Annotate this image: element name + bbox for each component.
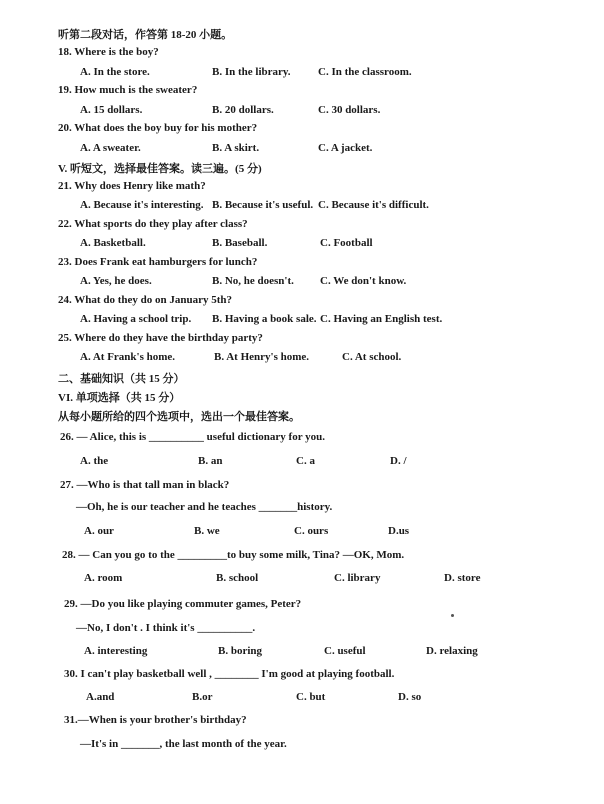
q27-option-d: D.us bbox=[388, 525, 410, 537]
q26-stem: 26. — Alice, this is __________ useful dictionary for you. bbox=[60, 431, 326, 443]
q30-stem: 30. I can't play basketball well , ________ I'm good at playing football. bbox=[64, 668, 395, 680]
q28-option-b: B. school bbox=[216, 572, 259, 584]
stray-mark bbox=[451, 614, 454, 617]
q24-stem: 24. What do they do on January 5th? bbox=[58, 294, 232, 306]
q27-option-c: C. ours bbox=[294, 525, 329, 537]
q28-option-c: C. library bbox=[334, 572, 381, 584]
q23-option-b: B. No, he doesn't. bbox=[212, 275, 294, 287]
q23-option-a: A. Yes, he does. bbox=[80, 275, 152, 287]
q22-stem: 22. What sports do they play after class? bbox=[58, 218, 248, 230]
section-vi-header: VI. 单项选择（共 15 分） bbox=[58, 392, 181, 404]
q31-stem: 31.—When is your brother's birthday? bbox=[64, 714, 247, 726]
q25-option-a: A. At Frank's home. bbox=[80, 351, 176, 363]
q24-option-a: A. Having a school trip. bbox=[80, 313, 192, 325]
q23-option-c: C. We don't know. bbox=[320, 275, 407, 287]
q31-stem-2: —It's in _______, the last month of the year. bbox=[80, 738, 287, 750]
q19-option-a: A. 15 dollars. bbox=[80, 104, 143, 116]
q25-option-b: B. At Henry's home. bbox=[214, 351, 310, 363]
q20-option-b: B. A skirt. bbox=[212, 142, 260, 154]
q27-option-a: A. our bbox=[84, 525, 114, 537]
q21-option-c: C. Because it's difficult. bbox=[318, 199, 429, 211]
q29-option-a: A. interesting bbox=[84, 645, 148, 657]
q30-option-b: B.or bbox=[192, 691, 213, 703]
q21-stem: 21. Why does Henry like math? bbox=[58, 180, 206, 192]
q22-option-c: C. Football bbox=[320, 237, 373, 249]
q27-option-b: B. we bbox=[194, 525, 220, 537]
q28-stem: 28. — Can you go to the _________to buy some milk, Tina? —OK, Mom. bbox=[62, 549, 405, 561]
q30-option-a: A.and bbox=[86, 691, 115, 703]
q24-option-b: B. Having a book sale. bbox=[212, 313, 317, 325]
q30-option-c: C. but bbox=[296, 691, 326, 703]
q27-stem-2: —Oh, he is our teacher and he teaches _______history. bbox=[76, 501, 333, 513]
q26-option-c: C. a bbox=[296, 455, 315, 467]
q28-option-a: A. room bbox=[84, 572, 123, 584]
q21-option-b: B. Because it's useful. bbox=[212, 199, 314, 211]
q19-stem: 19. How much is the sweater? bbox=[58, 84, 198, 96]
q29-option-b: B. boring bbox=[218, 645, 263, 657]
q18-option-a: A. In the store. bbox=[80, 66, 150, 78]
q22-option-b: B. Baseball. bbox=[212, 237, 268, 249]
part2-header: 听第二段对话，作答第 18-20 小题。 bbox=[58, 29, 233, 41]
instruction-text: 从每小题所给的四个选项中，选出一个最佳答案。 bbox=[58, 411, 300, 423]
q20-stem: 20. What does the boy buy for his mother? bbox=[58, 122, 258, 134]
q25-stem: 25. Where do they have the birthday party? bbox=[58, 332, 263, 344]
q19-option-b: B. 20 dollars. bbox=[212, 104, 274, 116]
section-v-header: V. 听短文，选择最佳答案。读三遍。(5 分) bbox=[58, 163, 262, 175]
q29-option-c: C. useful bbox=[324, 645, 366, 657]
q28-option-d: D. store bbox=[444, 572, 481, 584]
q19-option-c: C. 30 dollars. bbox=[318, 104, 381, 116]
q18-option-c: C. In the classroom. bbox=[318, 66, 412, 78]
q18-option-b: B. In the library. bbox=[212, 66, 291, 78]
q26-option-a: A. the bbox=[80, 455, 109, 467]
q22-option-a: A. Basketball. bbox=[80, 237, 146, 249]
q29-stem-2: —No, I don't . I think it's __________. bbox=[76, 622, 256, 634]
q29-option-d: D. relaxing bbox=[426, 645, 478, 657]
q26-option-d: D. / bbox=[390, 455, 407, 467]
q20-option-c: C. A jacket. bbox=[318, 142, 373, 154]
q29-stem: 29. —Do you like playing commuter games, Peter? bbox=[64, 598, 302, 610]
q24-option-c: C. Having an English test. bbox=[320, 313, 443, 325]
q23-stem: 23. Does Frank eat hamburgers for lunch? bbox=[58, 256, 258, 268]
q26-option-b: B. an bbox=[198, 455, 223, 467]
q27-stem: 27. —Who is that tall man in black? bbox=[60, 479, 230, 491]
q25-option-c: C. At school. bbox=[342, 351, 402, 363]
q30-option-d: D. so bbox=[398, 691, 422, 703]
q18-stem: 18. Where is the boy? bbox=[58, 46, 159, 58]
q21-option-a: A. Because it's interesting. bbox=[80, 199, 204, 211]
section-2-header: 二、基础知识（共 15 分） bbox=[58, 373, 185, 385]
q20-option-a: A. A sweater. bbox=[80, 142, 141, 154]
